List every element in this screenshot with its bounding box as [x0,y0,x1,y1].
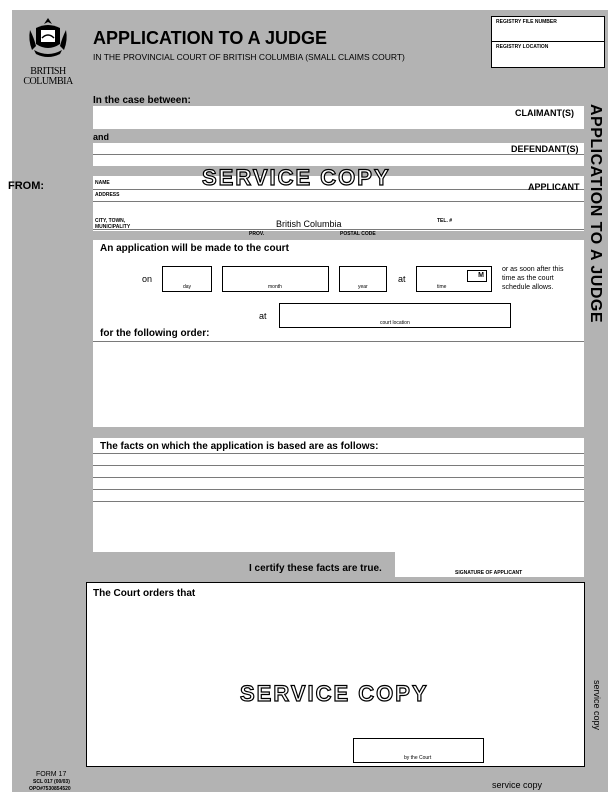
page-title: APPLICATION TO A JUDGE [93,28,328,48]
city-line [93,229,584,230]
address-label: ADDRESS [95,192,120,198]
certify-text: I certify these facts are true. [249,563,382,574]
facts-textarea[interactable] [93,454,584,551]
registry-file-number-field[interactable]: REGISTRY FILE NUMBER [491,16,605,42]
signature-label: SIGNATURE OF APPLICANT [455,570,523,576]
year-field[interactable]: year [339,266,387,292]
service-copy-side: service copy [592,680,602,731]
postal-code-label: POSTAL CODE [340,231,376,237]
name-label: NAME [95,180,110,186]
form-number: FORM 17 [36,771,67,778]
tel-label: TEL. # [437,218,453,224]
address-field[interactable] [125,191,575,201]
opo-code: OPO#7530854520 [29,786,71,792]
registry-location-field[interactable]: REGISTRY LOCATION [491,41,605,68]
court-orders-textarea[interactable] [90,600,580,735]
service-copy-watermark: SERVICE COPY [202,165,391,190]
form-code: SCL 017 (00/03) [33,779,70,785]
day-field[interactable]: day [162,266,212,292]
applicant-label: APPLICANT [528,182,580,192]
order-heading: for the following order: [100,328,210,339]
bc-crest-logo [26,16,70,66]
court-orders-heading: The Court orders that [93,588,196,599]
at-label: at [398,274,406,284]
order-textarea[interactable] [93,342,584,427]
from-label: FROM: [8,180,45,192]
facts-heading: The facts on which the application is based are as follows: [100,441,379,452]
page-subtitle: IN THE PROVINCIAL COURT OF BRITISH COLUMBIA (SMALL CLAIMS COURT) [93,52,405,62]
application-heading: An application will be made to the court [100,243,289,254]
by-court-field[interactable]: by the Court [353,738,484,763]
logo-text: BRITISH COLUMBIA [23,66,73,87]
province-value: British Columbia [276,219,342,229]
meridiem-box[interactable]: M [467,270,487,282]
city-label: CITY, TOWN, MUNICIPALITY [95,218,131,230]
postal-code-field[interactable] [340,214,420,228]
time-field[interactable]: time M [416,266,492,292]
soon-after-text: or as soon after this time as the court schedule allows. [502,266,564,291]
service-copy-watermark: SERVICE COPY [240,681,429,706]
province-label: PROV. [249,231,265,237]
service-copy-footer: service copy [492,780,543,790]
and-label: and [93,132,110,142]
defendant-label: DEFENDANT(S) [511,144,579,154]
month-field[interactable]: month [222,266,329,292]
on-label: on [142,274,153,284]
claimant-field[interactable] [93,106,584,129]
tel-field[interactable] [460,214,580,228]
at-location-label: at [259,311,267,321]
claimant-label: CLAIMANT(S) [515,108,574,118]
case-between-label: In the case between: [93,95,191,106]
city-field[interactable] [135,214,255,228]
defendant-divider [93,154,584,155]
address-line [93,201,584,202]
side-title: APPLICATION TO A JUDGE [587,104,604,324]
court-location-field[interactable]: court location [279,303,511,328]
